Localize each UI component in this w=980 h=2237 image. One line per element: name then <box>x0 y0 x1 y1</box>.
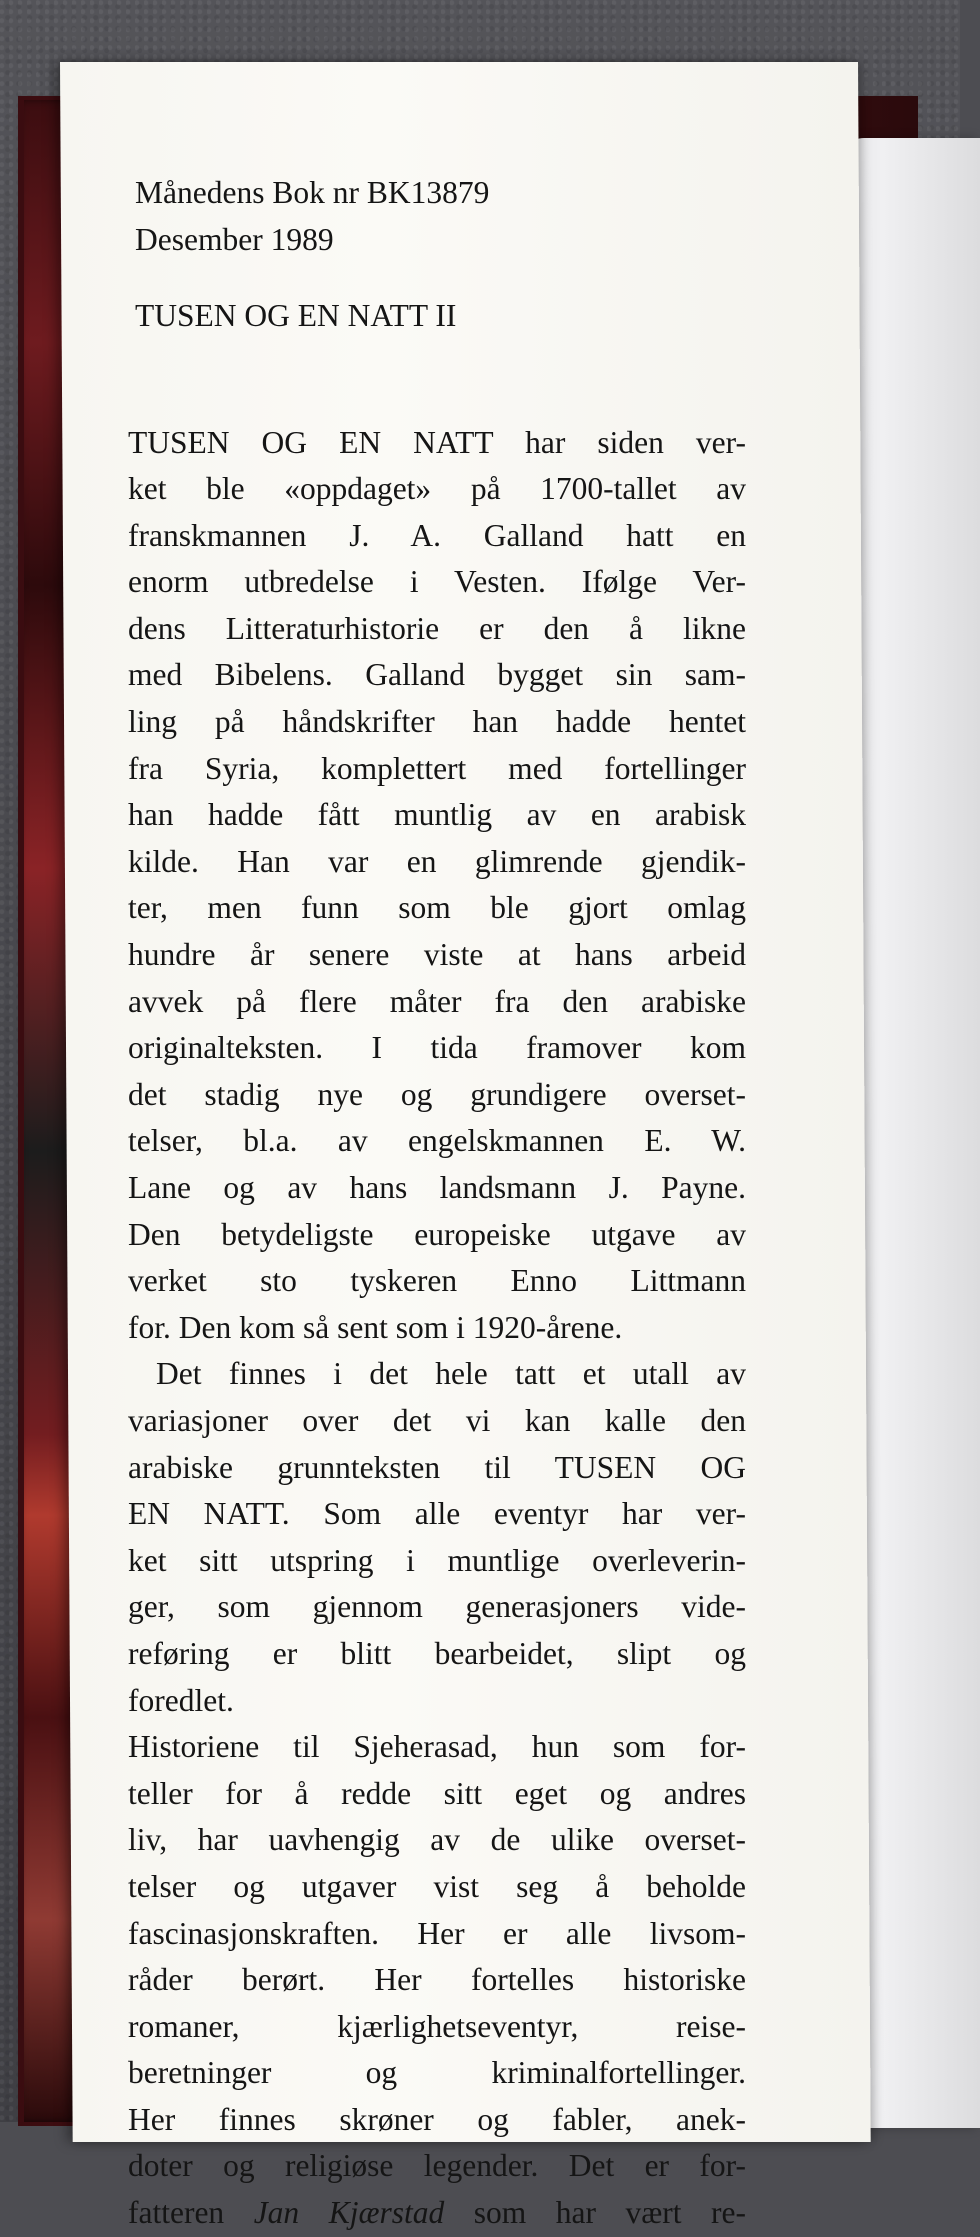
text-line: råder berørt. Her fortelles historiske <box>128 1962 746 1998</box>
text-line: liv, har uavhengig av de ulike overset- <box>128 1822 746 1858</box>
text-line: reføring er blitt bearbeidet, slipt og <box>128 1635 746 1671</box>
text-line: kilde. Han var en glimrende gjendik- <box>128 843 746 879</box>
publication-date: Desember 1989 <box>135 221 334 257</box>
text-line: ling på håndskrifter han hadde hentet <box>128 704 746 740</box>
text-line-author <box>128 2190 746 2237</box>
text-after-author: som har vært re- <box>473 2195 746 2231</box>
text-line: fra Syria, komplettert med fortellinger <box>128 750 746 786</box>
flap-body-text <box>128 420 746 2237</box>
text-line: enorm utbredelse i Vesten. Ifølge Ver- <box>128 564 746 600</box>
text-line: Lane og av hans landsmann J. Payne. <box>128 1170 746 1205</box>
text-line: dens Litteraturhistorie er den å likne <box>128 610 746 646</box>
book-title: TUSEN OG EN NATT II <box>135 298 457 333</box>
text-line: arabiske grunnteksten til TUSEN OG <box>128 1449 746 1485</box>
text-line: det stadig nye og grundigere overset- <box>128 1076 746 1112</box>
text-line: Den betydeligste europeiske utgave av <box>128 1216 746 1252</box>
book-club-number: Månedens Bok nr BK13879 <box>135 175 490 210</box>
text-line: telser, bl.a. av engelskmannen E. W. <box>128 1123 746 1159</box>
flap-text <box>128 170 746 2237</box>
text-line: for. Den kom så sent som i 1920-årene. <box>128 1309 623 1345</box>
text-line: fascinasjonskraften. Her er alle livsom- <box>128 1915 746 1951</box>
text-line: verket sto tyskeren Enno Littmann <box>128 1263 746 1299</box>
text-line: avvek på flere måter fra den arabiske <box>128 983 746 1019</box>
text-line: ket ble «oppdaget» på 1700-tallet av <box>128 471 746 507</box>
text-line: variasjoner over det vi kan kalle den <box>128 1402 746 1438</box>
text-line: doter og religiøse legender. Det er for- <box>128 2148 746 2184</box>
text-line: ter, men funn som ble gjort omlag <box>128 890 746 926</box>
text-line: TUSEN OG EN NATT har siden ver- <box>128 424 746 460</box>
text-line: han hadde fått muntlig av en arabisk <box>128 797 746 833</box>
text-line: med Bibelens. Galland bygget sin sam- <box>128 657 746 693</box>
text-line: Her finnes skrøner og fabler, anek- <box>128 2101 746 2137</box>
text-line: originalteksten. I tida framover kom <box>128 1030 746 1066</box>
text-line: teller for å redde sitt eget og andres <box>128 1775 746 1811</box>
text-line: foredlet. <box>128 1682 234 1718</box>
text-before-author: fatteren <box>128 2195 225 2231</box>
text-line: franskmannen J. A. Galland hatt en <box>128 517 746 553</box>
text-line: ket sitt utspring i muntlige overleverin- <box>128 1542 746 1578</box>
publication-info <box>135 170 746 263</box>
text-line: Det finnes i det hele tatt et utall av <box>156 1356 746 1392</box>
author-name: Jan Kjærstad <box>253 2195 445 2231</box>
text-line: romaner, kjærlighetseventyr, reise- <box>128 2008 746 2044</box>
text-line: ger, som gjennom generasjoners vide- <box>128 1589 746 1625</box>
text-line: beretninger og kriminalfortellinger. <box>128 2055 746 2091</box>
text-line: telser og utgaver vist seg å beholde <box>128 1868 746 1904</box>
text-line: EN NATT. Som alle eventyr har ver- <box>128 1496 746 1532</box>
text-line: hundre år senere viste at hans arbeid <box>128 937 746 973</box>
text-line: Historiene til Sjeherasad, hun som for- <box>128 1729 746 1765</box>
